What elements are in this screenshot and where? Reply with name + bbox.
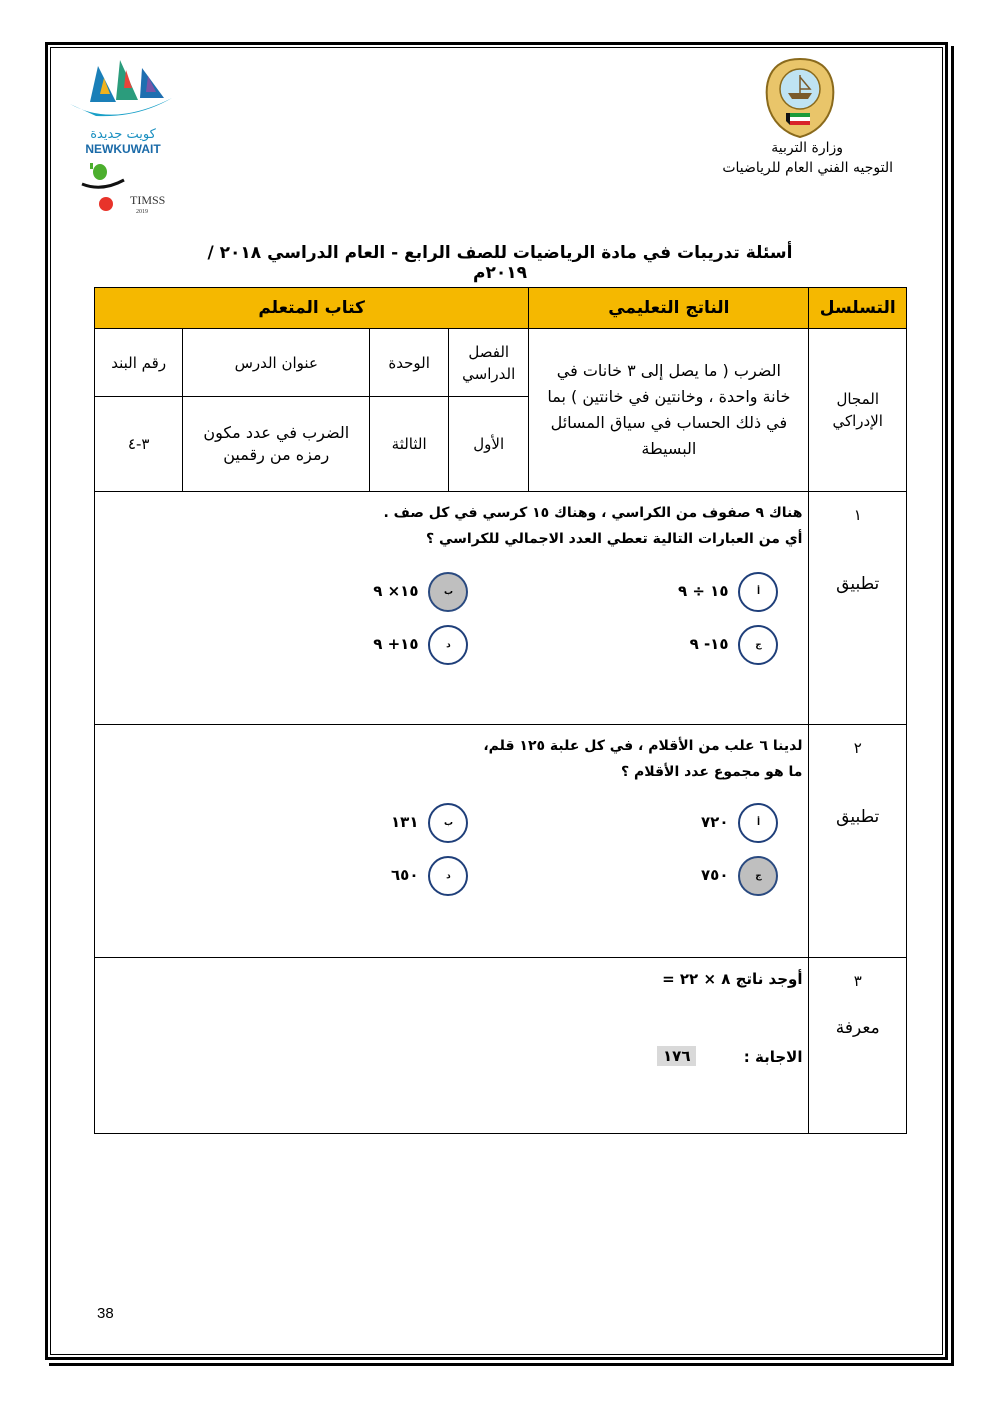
option-2b[interactable]: ب bbox=[428, 803, 468, 843]
question-1-sequence bbox=[809, 492, 907, 725]
svg-text:NEWKUWAIT: NEWKUWAIT bbox=[85, 142, 161, 156]
option-2a-value: ٧٢٠ bbox=[701, 813, 729, 831]
document-title: أسئلة تدريبات في مادة الرياضيات للصف الرابع - العام الدراسي ٢٠١٨ / ٢٠١٩م bbox=[207, 243, 793, 283]
sub-header-lesson: عنوان الدرس bbox=[183, 329, 370, 397]
option-2d[interactable]: د bbox=[428, 856, 468, 896]
svg-text:TIMSS: TIMSS bbox=[130, 193, 166, 207]
option-2c[interactable]: ج bbox=[738, 856, 778, 896]
question-2-sequence bbox=[809, 725, 907, 958]
page-number: 38 bbox=[97, 1305, 114, 1322]
option-2b-value: ١٣١ bbox=[391, 813, 419, 831]
header-sequence: التسلسل bbox=[809, 288, 907, 329]
frame-shadow-bottom bbox=[49, 1363, 954, 1366]
sub-header-item: رقم البند bbox=[95, 329, 183, 397]
question-2-domain: تطبيق bbox=[836, 807, 880, 827]
option-1c[interactable]: ج bbox=[738, 625, 778, 665]
question-2-line-1: لدينا ٦ علب من الأقلام ، في كل علبة ١٢٥ قلم، bbox=[483, 738, 803, 754]
header-outcome: الناتج التعليمي bbox=[529, 288, 809, 329]
question-2-line-2: ما هو مجموع عدد الأقلام ؟ bbox=[620, 764, 803, 780]
question-1-line-1: هناك ٩ صفوف من الكراسي ، وهناك ١٥ كرسي في كل صف . bbox=[383, 505, 803, 521]
kuwait-emblem bbox=[760, 55, 840, 140]
svg-text:2019: 2019 bbox=[136, 209, 148, 215]
option-2c-value: ٧٥٠ bbox=[701, 866, 729, 884]
header-learner-book: كتاب المتعلم bbox=[95, 288, 529, 329]
option-1a-value: ١٥ ÷ ٩ bbox=[678, 582, 729, 600]
term-value: الأول bbox=[449, 397, 529, 492]
question-3-answer-value[interactable]: ١٧٦ bbox=[657, 1046, 696, 1066]
learning-outcome: الضرب ( ما يصل إلى ٣ خانات في خانة واحدة ، وخانتين في خانتين ) بما في ذلك الحساب في سياق المسائل البسيطة bbox=[529, 329, 809, 492]
option-2d-value: ٦٥٠ bbox=[391, 866, 419, 884]
question-1-line-2: أي من العبارات التالية تعطي العدد الاجمالي للكراسي ؟ bbox=[426, 531, 803, 547]
ministry-name: وزارة التربية bbox=[771, 140, 843, 156]
question-3-prompt: أوجد ناتج ٨ × ٢٢ = bbox=[662, 970, 803, 988]
question-1 bbox=[95, 492, 809, 725]
question-3-number: ٣ bbox=[853, 972, 862, 990]
lesson-title: الضرب في عدد مكون رمزه من رقمين bbox=[183, 397, 370, 492]
option-1a[interactable]: أ bbox=[738, 572, 778, 612]
option-1b[interactable]: ب bbox=[428, 572, 468, 612]
department-name: التوجيه الفني العام للرياضيات bbox=[722, 160, 893, 176]
frame-shadow-right bbox=[951, 46, 954, 1364]
question-1-text bbox=[383, 500, 802, 552]
question-3-sequence bbox=[809, 958, 907, 1134]
cognitive-domain: المجال الإدراكي bbox=[809, 329, 907, 492]
option-2a[interactable]: أ bbox=[738, 803, 778, 843]
option-1d[interactable]: د bbox=[428, 625, 468, 665]
option-1b-value: ١٥× ٩ bbox=[373, 582, 419, 600]
question-2-text bbox=[483, 733, 802, 785]
question-3-domain: معرفة bbox=[835, 1018, 880, 1038]
question-3-answer-label: الاجابة : bbox=[743, 1048, 803, 1066]
sub-header-unit: الوحدة bbox=[370, 329, 449, 397]
question-1-domain: تطبيق bbox=[836, 574, 880, 594]
sub-header-term: الفصل الدراسي bbox=[449, 329, 529, 397]
questions-table bbox=[94, 287, 907, 1134]
option-1d-value: ١٥+ ٩ bbox=[373, 635, 419, 653]
question-2 bbox=[95, 725, 809, 958]
svg-text:كويت جديدة: كويت جديدة bbox=[90, 127, 156, 142]
question-3 bbox=[95, 958, 809, 1134]
unit-value: الثالثة bbox=[370, 397, 449, 492]
question-1-number: ١ bbox=[853, 506, 862, 524]
timss-logo bbox=[80, 160, 180, 220]
new-kuwait-logo bbox=[68, 58, 178, 158]
option-1c-value: ١٥- ٩ bbox=[689, 635, 729, 653]
item-number: ٣-٤ bbox=[95, 397, 183, 492]
question-2-number: ٢ bbox=[853, 739, 862, 757]
